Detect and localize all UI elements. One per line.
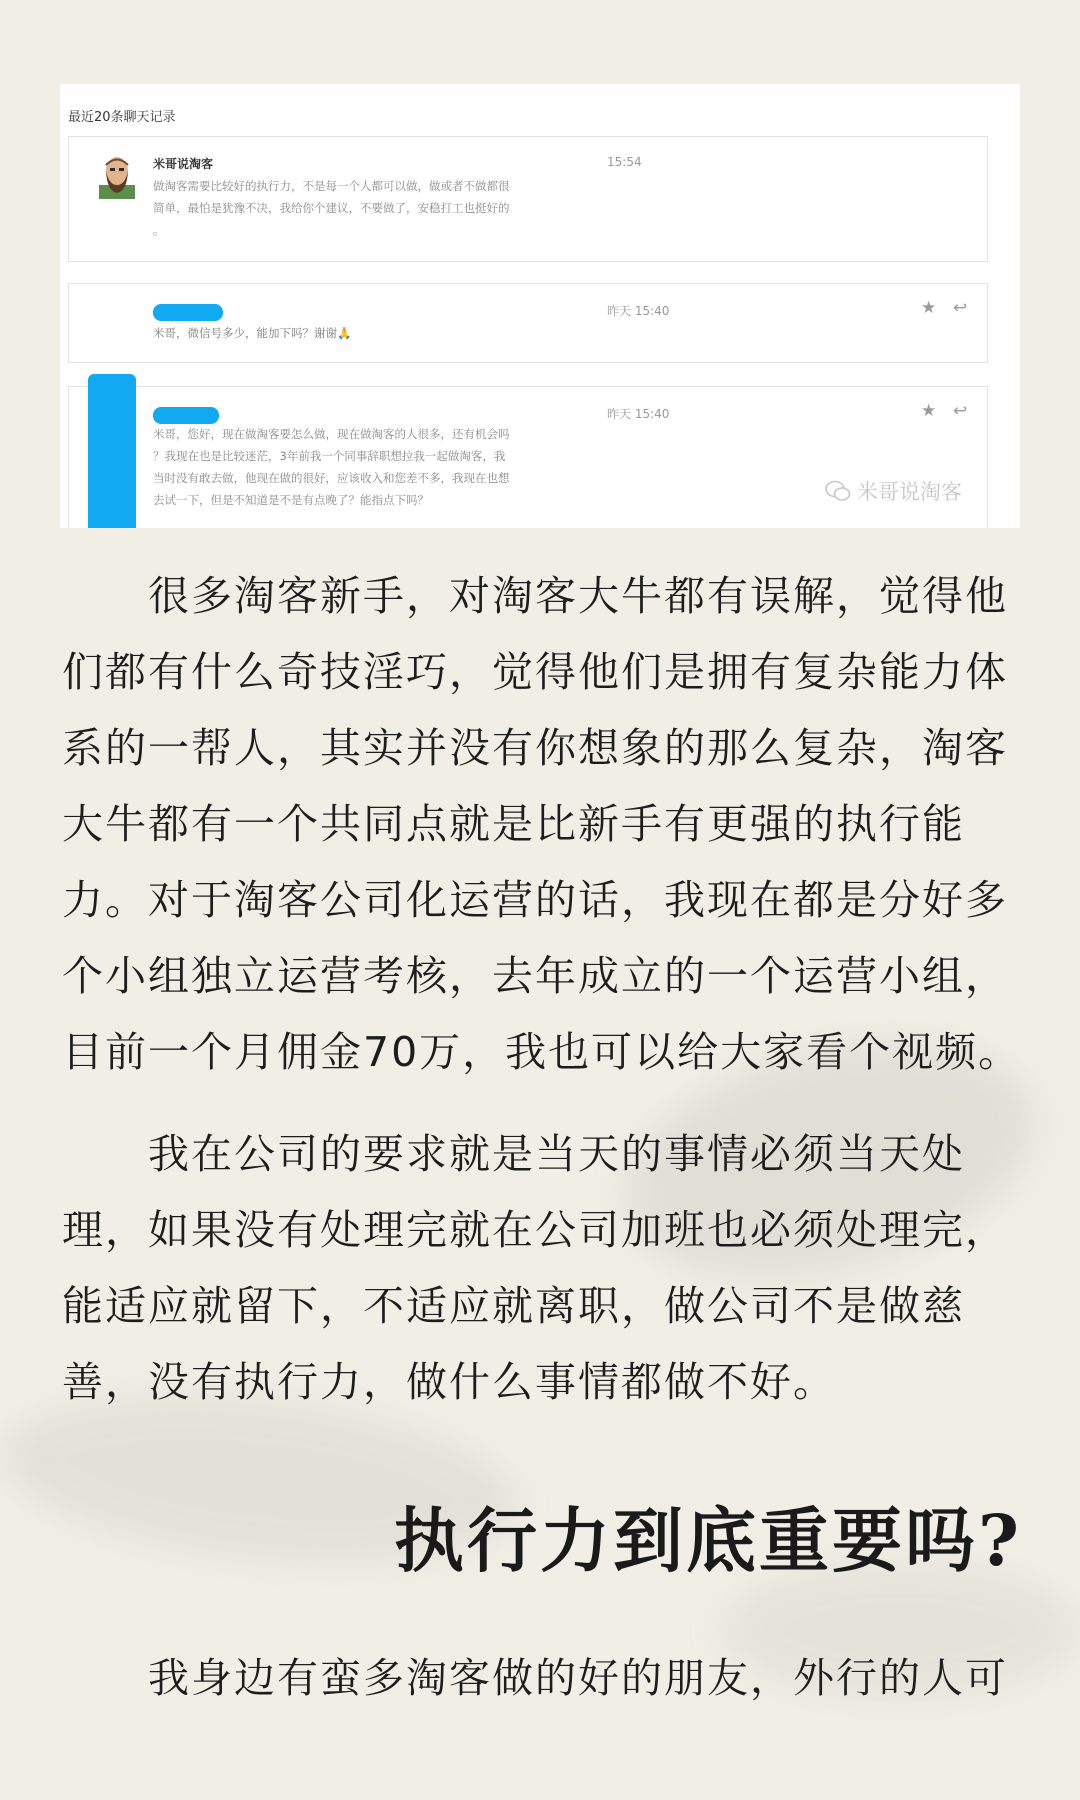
message-line: ？我现在也是比较迷茫，3年前我一个同事辞职想拉我一起做淘客，我 [153,449,506,463]
message-line: 做淘客需要比较好的执行力，不是每一个人都可以做，做或者不做都很 [153,179,510,193]
sender-name: 米哥说淘客 [153,157,214,171]
section-heading: 执行力到底重要吗? [393,1499,1022,1582]
message-time: 昨天 15:40 [607,407,670,421]
message-text [153,175,603,241]
redacted-avatar-bar [88,374,136,528]
message-line: 。 [153,223,165,237]
message-time: 昨天 15:40 [607,304,670,318]
message-card[interactable] [68,136,988,262]
watermark-text: 米哥说淘客 [857,480,962,504]
redacted-sender [153,304,223,321]
avatar [95,151,139,199]
message-text [153,322,603,344]
article-paragraph: 很多淘客新手，对淘客大牛都有误解，觉得他们都有什么奇技淫巧，觉得他们是拥有复杂能力体系的一帮人，其实并没有你想象的那么复杂，淘客大牛都有一个共同点就是比新手有更强的执行能力。对于淘客公司化运营的话，我现在都是分好多个小组独立运营考核，去年成立的一个运营小组，目前一个月佣金70万，我也可以给大家看个视频。 [62,572,1022,1076]
message-line: 米哥，您好，现在做淘客要怎么做，现在做淘客的人很多，还有机会吗 [153,427,510,441]
reply-icon[interactable]: ↩ [953,298,968,318]
message-card[interactable] [68,386,988,528]
wechat-logo-icon [825,480,851,502]
message-line: 去试一下，但是不知道是不是有点晚了？能指点下吗？ [153,493,429,507]
message-text [153,423,603,511]
chat-screenshot [60,84,1020,528]
message-card[interactable] [68,283,988,363]
message-line: 简单，最怕是犹豫不决，我给你个建议，不要做了，安稳打工也挺好的 [153,201,510,215]
message-time: 15:54 [607,155,642,169]
redacted-sender [153,407,219,424]
star-icon[interactable]: ★ [921,401,937,421]
article-paragraph: 我身边有蛮多淘客做的好的朋友，外行的人可 [148,1654,1008,1702]
message-line: 米哥，微信号多少，能加下吗？谢谢🙏 [153,326,352,340]
message-line: 当时没有敢去做，他现在做的很好，应该收入和您差不多，我现在也想 [153,471,510,485]
chat-history-title: 最近20条聊天记录 [68,110,176,125]
reply-icon[interactable]: ↩ [953,401,968,421]
star-icon[interactable]: ★ [921,298,937,318]
article-paragraph: 我在公司的要求就是当天的事情必须当天处理，如果没有处理完就在公司加班也必须处理完，能适应就留下，不适应就离职，做公司不是做慈善，没有执行力，做什么事情都做不好。 [62,1130,1008,1406]
watermark [825,476,962,506]
